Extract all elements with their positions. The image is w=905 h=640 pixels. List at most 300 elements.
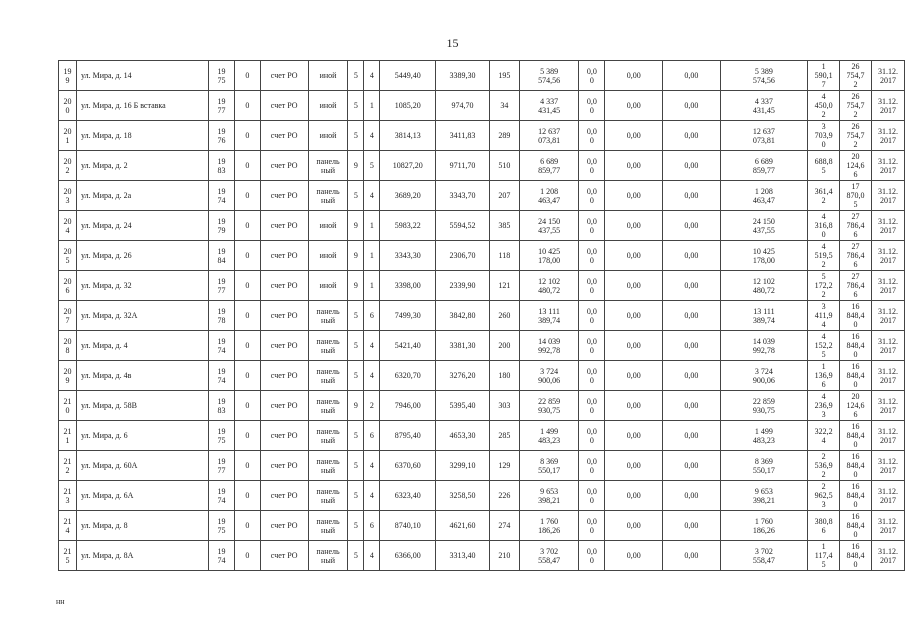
cell-entrances: 6 (364, 511, 380, 541)
cell-unit-cost: 1 117,4 5 (808, 541, 840, 571)
cell-build-year: 19 83 (209, 151, 235, 181)
cell-address: ул. Мира, д. 58В (76, 391, 208, 421)
cell-account-type: счет РО (260, 511, 308, 541)
cell-living-area: 3343,70 (436, 181, 490, 211)
cell-col-zero: 0 (234, 481, 260, 511)
cell-total-cost: 4 337 431,45 (519, 91, 579, 121)
cell-floors: 9 (348, 211, 364, 241)
cell-cost-owners: 3 724 900,06 (720, 361, 807, 391)
cell-max-unit-cost: 16 848,4 0 (840, 481, 872, 511)
cell-build-year: 19 77 (209, 451, 235, 481)
cell-cost-owners: 12 102 480,72 (720, 271, 807, 301)
cell-living-area: 3842,80 (436, 301, 490, 331)
cell-max-unit-cost: 16 848,4 0 (840, 421, 872, 451)
cell-entrances: 4 (364, 541, 380, 571)
housing-table (58, 60, 905, 571)
cell-unit-cost: 322,2 4 (808, 421, 840, 451)
cell-account-type: счет РО (260, 151, 308, 181)
cell-account-type: счет РО (260, 541, 308, 571)
cell-entrances: 4 (364, 481, 380, 511)
cell-account-type: счет РО (260, 301, 308, 331)
cell-total-cost: 1 760 186,26 (519, 511, 579, 541)
cell-wall-material: иной (308, 211, 348, 241)
table-row (59, 481, 905, 511)
cell-unit-cost: 1 590,1 7 (808, 61, 840, 91)
cell-residents: 118 (489, 241, 519, 271)
table-row (59, 211, 905, 241)
table-row (59, 91, 905, 121)
cell-living-area: 9711,70 (436, 151, 490, 181)
cell-floors: 5 (348, 541, 364, 571)
cell-living-area: 5395,40 (436, 391, 490, 421)
cell-address: ул. Мира, д. 24 (76, 211, 208, 241)
cell-build-year: 19 74 (209, 541, 235, 571)
cell-total-cost: 24 150 437,55 (519, 211, 579, 241)
cell-col-zero: 0 (234, 391, 260, 421)
cell-account-type: счет РО (260, 451, 308, 481)
cell-total-cost: 12 102 480,72 (519, 271, 579, 301)
cell-entrances: 4 (364, 61, 380, 91)
cell-residents: 289 (489, 121, 519, 151)
cell-total-cost: 5 389 574,56 (519, 61, 579, 91)
cell-cost-fund-a: 0,0 0 (579, 451, 605, 481)
cell-living-area: 2339,90 (436, 271, 490, 301)
cell-cost-fund-b: 0,00 (605, 241, 663, 271)
cell-total-area: 8740,10 (380, 511, 436, 541)
cell-entrances: 4 (364, 361, 380, 391)
cell-total-area: 5449,40 (380, 61, 436, 91)
cell-floors: 9 (348, 241, 364, 271)
cell-entrances: 2 (364, 391, 380, 421)
cell-total-area: 5421,40 (380, 331, 436, 361)
cell-address: ул. Мира, д. 2 (76, 151, 208, 181)
cell-address: ул. Мира, д. 2а (76, 181, 208, 211)
cell-max-unit-cost: 16 848,4 0 (840, 331, 872, 361)
cell-row-number: 20 8 (59, 331, 77, 361)
cell-cost-fund-a: 0,0 0 (579, 301, 605, 331)
cell-col-zero: 0 (234, 211, 260, 241)
cell-cost-fund-a: 0,0 0 (579, 211, 605, 241)
cell-deadline: 31.12. 2017 (871, 361, 904, 391)
cell-residents: 285 (489, 421, 519, 451)
cell-total-area: 3398,00 (380, 271, 436, 301)
cell-build-year: 19 75 (209, 61, 235, 91)
cell-entrances: 1 (364, 211, 380, 241)
cell-cost-fund-a: 0,0 0 (579, 151, 605, 181)
cell-cost-fund-c: 0,00 (663, 361, 721, 391)
cell-total-cost: 14 039 992,78 (519, 331, 579, 361)
cell-address: ул. Мира, д. 32А (76, 301, 208, 331)
cell-residents: 226 (489, 481, 519, 511)
cell-account-type: счет РО (260, 331, 308, 361)
cell-residents: 303 (489, 391, 519, 421)
cell-deadline: 31.12. 2017 (871, 421, 904, 451)
cell-cost-fund-b: 0,00 (605, 181, 663, 211)
cell-wall-material: панель ный (308, 181, 348, 211)
cell-living-area: 3411,83 (436, 121, 490, 151)
cell-floors: 5 (348, 61, 364, 91)
cell-floors: 9 (348, 271, 364, 301)
cell-max-unit-cost: 20 124,6 6 (840, 391, 872, 421)
cell-cost-owners: 4 337 431,45 (720, 91, 807, 121)
cell-wall-material: панель ный (308, 151, 348, 181)
table-row (59, 271, 905, 301)
cell-total-cost: 3 724 900,06 (519, 361, 579, 391)
cell-unit-cost: 1 136,9 6 (808, 361, 840, 391)
cell-cost-fund-b: 0,00 (605, 91, 663, 121)
cell-unit-cost: 3 411,9 4 (808, 301, 840, 331)
cell-max-unit-cost: 27 786,4 6 (840, 211, 872, 241)
cell-total-area: 7499,30 (380, 301, 436, 331)
cell-residents: 121 (489, 271, 519, 301)
table-row (59, 451, 905, 481)
cell-row-number: 21 2 (59, 451, 77, 481)
cell-row-number: 21 0 (59, 391, 77, 421)
cell-floors: 5 (348, 511, 364, 541)
cell-max-unit-cost: 16 848,4 0 (840, 451, 872, 481)
cell-build-year: 19 83 (209, 391, 235, 421)
cell-cost-owners: 12 637 073,81 (720, 121, 807, 151)
cell-entrances: 4 (364, 121, 380, 151)
cell-living-area: 3276,20 (436, 361, 490, 391)
cell-wall-material: иной (308, 241, 348, 271)
cell-account-type: счет РО (260, 181, 308, 211)
cell-wall-material: панель ный (308, 481, 348, 511)
cell-cost-fund-b: 0,00 (605, 301, 663, 331)
cell-cost-owners: 5 389 574,56 (720, 61, 807, 91)
cell-build-year: 19 74 (209, 331, 235, 361)
cell-residents: 260 (489, 301, 519, 331)
cell-living-area: 4621,60 (436, 511, 490, 541)
cell-cost-fund-c: 0,00 (663, 391, 721, 421)
table-row (59, 391, 905, 421)
cell-address: ул. Мира, д. 16 Б вставка (76, 91, 208, 121)
cell-address: ул. Мира, д. 4в (76, 361, 208, 391)
cell-total-area: 1085,20 (380, 91, 436, 121)
cell-entrances: 1 (364, 241, 380, 271)
cell-entrances: 5 (364, 151, 380, 181)
cell-build-year: 19 84 (209, 241, 235, 271)
cell-living-area: 2306,70 (436, 241, 490, 271)
cell-cost-owners: 1 760 186,26 (720, 511, 807, 541)
cell-cost-fund-a: 0,0 0 (579, 421, 605, 451)
cell-entrances: 6 (364, 301, 380, 331)
cell-floors: 5 (348, 91, 364, 121)
cell-cost-fund-a: 0,0 0 (579, 61, 605, 91)
cell-unit-cost: 5 172,2 2 (808, 271, 840, 301)
cell-account-type: счет РО (260, 391, 308, 421)
cell-col-zero: 0 (234, 301, 260, 331)
table-row (59, 241, 905, 271)
cell-col-zero: 0 (234, 121, 260, 151)
table-row (59, 421, 905, 451)
cell-account-type: счет РО (260, 241, 308, 271)
cell-unit-cost: 2 536,9 2 (808, 451, 840, 481)
cell-total-area: 6323,40 (380, 481, 436, 511)
cell-cost-owners: 14 039 992,78 (720, 331, 807, 361)
cell-account-type: счет РО (260, 271, 308, 301)
cell-row-number: 19 9 (59, 61, 77, 91)
cell-wall-material: иной (308, 271, 348, 301)
table-row (59, 331, 905, 361)
cell-deadline: 31.12. 2017 (871, 481, 904, 511)
cell-address: ул. Мира, д. 60А (76, 451, 208, 481)
cell-build-year: 19 74 (209, 361, 235, 391)
cell-total-cost: 6 689 859,77 (519, 151, 579, 181)
cell-unit-cost: 2 962,5 3 (808, 481, 840, 511)
cell-wall-material: панель ный (308, 541, 348, 571)
cell-residents: 385 (489, 211, 519, 241)
cell-cost-fund-c: 0,00 (663, 421, 721, 451)
cell-total-cost: 13 111 389,74 (519, 301, 579, 331)
cell-col-zero: 0 (234, 151, 260, 181)
cell-row-number: 20 1 (59, 121, 77, 151)
cell-max-unit-cost: 26 754,7 2 (840, 61, 872, 91)
cell-total-area: 6370,60 (380, 451, 436, 481)
cell-build-year: 19 74 (209, 481, 235, 511)
cell-unit-cost: 3 703,9 0 (808, 121, 840, 151)
cell-row-number: 20 5 (59, 241, 77, 271)
cell-cost-fund-a: 0,0 0 (579, 241, 605, 271)
cell-deadline: 31.12. 2017 (871, 391, 904, 421)
cell-col-zero: 0 (234, 331, 260, 361)
cell-floors: 5 (348, 121, 364, 151)
cell-deadline: 31.12. 2017 (871, 451, 904, 481)
cell-floors: 5 (348, 421, 364, 451)
cell-cost-owners: 9 653 398,21 (720, 481, 807, 511)
cell-deadline: 31.12. 2017 (871, 211, 904, 241)
cell-unit-cost: 4 450,0 2 (808, 91, 840, 121)
cell-cost-fund-b: 0,00 (605, 271, 663, 301)
cell-wall-material: панель ный (308, 331, 348, 361)
cell-deadline: 31.12. 2017 (871, 181, 904, 211)
cell-entrances: 1 (364, 91, 380, 121)
table-row (59, 61, 905, 91)
cell-cost-fund-b: 0,00 (605, 541, 663, 571)
cell-cost-fund-b: 0,00 (605, 511, 663, 541)
cell-entrances: 1 (364, 271, 380, 301)
cell-row-number: 21 4 (59, 511, 77, 541)
cell-entrances: 6 (364, 421, 380, 451)
cell-floors: 5 (348, 451, 364, 481)
cell-entrances: 4 (364, 331, 380, 361)
cell-unit-cost: 4 519,5 2 (808, 241, 840, 271)
cell-wall-material: панель ный (308, 451, 348, 481)
cell-total-area: 6320,70 (380, 361, 436, 391)
table-row (59, 121, 905, 151)
cell-row-number: 20 3 (59, 181, 77, 211)
table-row (59, 541, 905, 571)
cell-deadline: 31.12. 2017 (871, 271, 904, 301)
cell-unit-cost: 4 316,8 0 (808, 211, 840, 241)
cell-total-cost: 9 653 398,21 (519, 481, 579, 511)
cell-cost-fund-a: 0,0 0 (579, 361, 605, 391)
cell-floors: 5 (348, 301, 364, 331)
cell-total-area: 10827,20 (380, 151, 436, 181)
cell-build-year: 19 75 (209, 421, 235, 451)
cell-col-zero: 0 (234, 61, 260, 91)
cell-address: ул. Мира, д. 14 (76, 61, 208, 91)
cell-living-area: 3313,40 (436, 541, 490, 571)
cell-cost-owners: 22 859 930,75 (720, 391, 807, 421)
cell-cost-fund-b: 0,00 (605, 361, 663, 391)
cell-residents: 195 (489, 61, 519, 91)
cell-max-unit-cost: 17 870,0 5 (840, 181, 872, 211)
cell-cost-fund-c: 0,00 (663, 331, 721, 361)
cell-floors: 5 (348, 361, 364, 391)
cell-cost-fund-c: 0,00 (663, 481, 721, 511)
cell-cost-owners: 1 499 483,23 (720, 421, 807, 451)
cell-col-zero: 0 (234, 181, 260, 211)
cell-unit-cost: 361,4 2 (808, 181, 840, 211)
cell-residents: 207 (489, 181, 519, 211)
cell-cost-fund-b: 0,00 (605, 331, 663, 361)
cell-account-type: счет РО (260, 211, 308, 241)
cell-total-cost: 8 369 550,17 (519, 451, 579, 481)
cell-account-type: счет РО (260, 121, 308, 151)
cell-address: ул. Мира, д. 18 (76, 121, 208, 151)
cell-row-number: 20 7 (59, 301, 77, 331)
cell-cost-fund-c: 0,00 (663, 151, 721, 181)
cell-cost-fund-a: 0,0 0 (579, 391, 605, 421)
cell-cost-fund-a: 0,0 0 (579, 91, 605, 121)
table-row (59, 511, 905, 541)
cell-wall-material: панель ный (308, 391, 348, 421)
cell-unit-cost: 4 152,2 5 (808, 331, 840, 361)
cell-total-cost: 1 208 463,47 (519, 181, 579, 211)
cell-living-area: 4653,30 (436, 421, 490, 451)
cell-cost-fund-b: 0,00 (605, 421, 663, 451)
cell-cost-fund-c: 0,00 (663, 61, 721, 91)
cell-deadline: 31.12. 2017 (871, 121, 904, 151)
cell-deadline: 31.12. 2017 (871, 241, 904, 271)
cell-cost-fund-a: 0,0 0 (579, 121, 605, 151)
cell-build-year: 19 77 (209, 271, 235, 301)
cell-cost-owners: 8 369 550,17 (720, 451, 807, 481)
cell-living-area: 3381,30 (436, 331, 490, 361)
cell-address: ул. Мира, д. 8А (76, 541, 208, 571)
cell-total-cost: 22 859 930,75 (519, 391, 579, 421)
cell-row-number: 21 3 (59, 481, 77, 511)
cell-max-unit-cost: 26 754,7 2 (840, 91, 872, 121)
cell-account-type: счет РО (260, 481, 308, 511)
cell-cost-fund-c: 0,00 (663, 121, 721, 151)
cell-floors: 5 (348, 481, 364, 511)
cell-total-area: 3689,20 (380, 181, 436, 211)
cell-cost-fund-a: 0,0 0 (579, 511, 605, 541)
cell-row-number: 21 5 (59, 541, 77, 571)
table-row (59, 181, 905, 211)
cell-address: ул. Мира, д. 8 (76, 511, 208, 541)
cell-max-unit-cost: 16 848,4 0 (840, 511, 872, 541)
cell-total-area: 5983,22 (380, 211, 436, 241)
cell-max-unit-cost: 27 786,4 6 (840, 271, 872, 301)
cell-entrances: 4 (364, 181, 380, 211)
cell-col-zero: 0 (234, 361, 260, 391)
cell-deadline: 31.12. 2017 (871, 331, 904, 361)
cell-total-area: 8795,40 (380, 421, 436, 451)
cell-max-unit-cost: 16 848,4 0 (840, 361, 872, 391)
cell-cost-fund-c: 0,00 (663, 91, 721, 121)
cell-address: ул. Мира, д. 4 (76, 331, 208, 361)
cell-cost-fund-b: 0,00 (605, 391, 663, 421)
cell-account-type: счет РО (260, 91, 308, 121)
cell-total-cost: 3 702 558,47 (519, 541, 579, 571)
cell-deadline: 31.12. 2017 (871, 301, 904, 331)
cell-row-number: 20 4 (59, 211, 77, 241)
cell-cost-owners: 3 702 558,47 (720, 541, 807, 571)
cell-max-unit-cost: 27 786,4 6 (840, 241, 872, 271)
cell-address: ул. Мира, д. 26 (76, 241, 208, 271)
cell-cost-fund-b: 0,00 (605, 121, 663, 151)
cell-unit-cost: 688,8 5 (808, 151, 840, 181)
cell-cost-owners: 1 208 463,47 (720, 181, 807, 211)
cell-account-type: счет РО (260, 421, 308, 451)
cell-cost-fund-c: 0,00 (663, 301, 721, 331)
cell-residents: 34 (489, 91, 519, 121)
cell-total-cost: 1 499 483,23 (519, 421, 579, 451)
cell-floors: 9 (348, 391, 364, 421)
cell-address: ул. Мира, д. 6 (76, 421, 208, 451)
cell-row-number: 21 1 (59, 421, 77, 451)
cell-account-type: счет РО (260, 361, 308, 391)
cell-col-zero: 0 (234, 271, 260, 301)
cell-cost-fund-c: 0,00 (663, 241, 721, 271)
cell-deadline: 31.12. 2017 (871, 151, 904, 181)
cell-cost-fund-b: 0,00 (605, 151, 663, 181)
cell-total-area: 7946,00 (380, 391, 436, 421)
cell-max-unit-cost: 16 848,4 0 (840, 541, 872, 571)
cell-build-year: 19 74 (209, 181, 235, 211)
cell-total-area: 6366,00 (380, 541, 436, 571)
cell-cost-fund-c: 0,00 (663, 181, 721, 211)
cell-build-year: 19 75 (209, 511, 235, 541)
cell-build-year: 19 79 (209, 211, 235, 241)
cell-floors: 9 (348, 151, 364, 181)
cell-wall-material: панель ный (308, 511, 348, 541)
cell-cost-fund-a: 0,0 0 (579, 271, 605, 301)
cell-account-type: счет РО (260, 61, 308, 91)
cell-wall-material: иной (308, 121, 348, 151)
cell-cost-fund-b: 0,00 (605, 481, 663, 511)
cell-cost-owners: 10 425 178,00 (720, 241, 807, 271)
table-body (59, 61, 905, 571)
cell-deadline: 31.12. 2017 (871, 91, 904, 121)
cell-cost-fund-c: 0,00 (663, 211, 721, 241)
cell-cost-fund-b: 0,00 (605, 451, 663, 481)
table-row (59, 301, 905, 331)
cell-col-zero: 0 (234, 241, 260, 271)
cell-deadline: 31.12. 2017 (871, 511, 904, 541)
cell-cost-fund-a: 0,0 0 (579, 541, 605, 571)
cell-residents: 200 (489, 331, 519, 361)
cell-residents: 210 (489, 541, 519, 571)
table-row (59, 361, 905, 391)
cell-floors: 5 (348, 331, 364, 361)
cell-cost-fund-b: 0,00 (605, 61, 663, 91)
cell-build-year: 19 78 (209, 301, 235, 331)
cell-row-number: 20 6 (59, 271, 77, 301)
cell-col-zero: 0 (234, 541, 260, 571)
footer-mark: нн (56, 597, 65, 606)
cell-row-number: 20 0 (59, 91, 77, 121)
cell-cost-owners: 13 111 389,74 (720, 301, 807, 331)
cell-build-year: 19 76 (209, 121, 235, 151)
cell-wall-material: панель ный (308, 301, 348, 331)
cell-unit-cost: 4 236,9 3 (808, 391, 840, 421)
cell-max-unit-cost: 16 848,4 0 (840, 301, 872, 331)
cell-total-area: 3814,13 (380, 121, 436, 151)
